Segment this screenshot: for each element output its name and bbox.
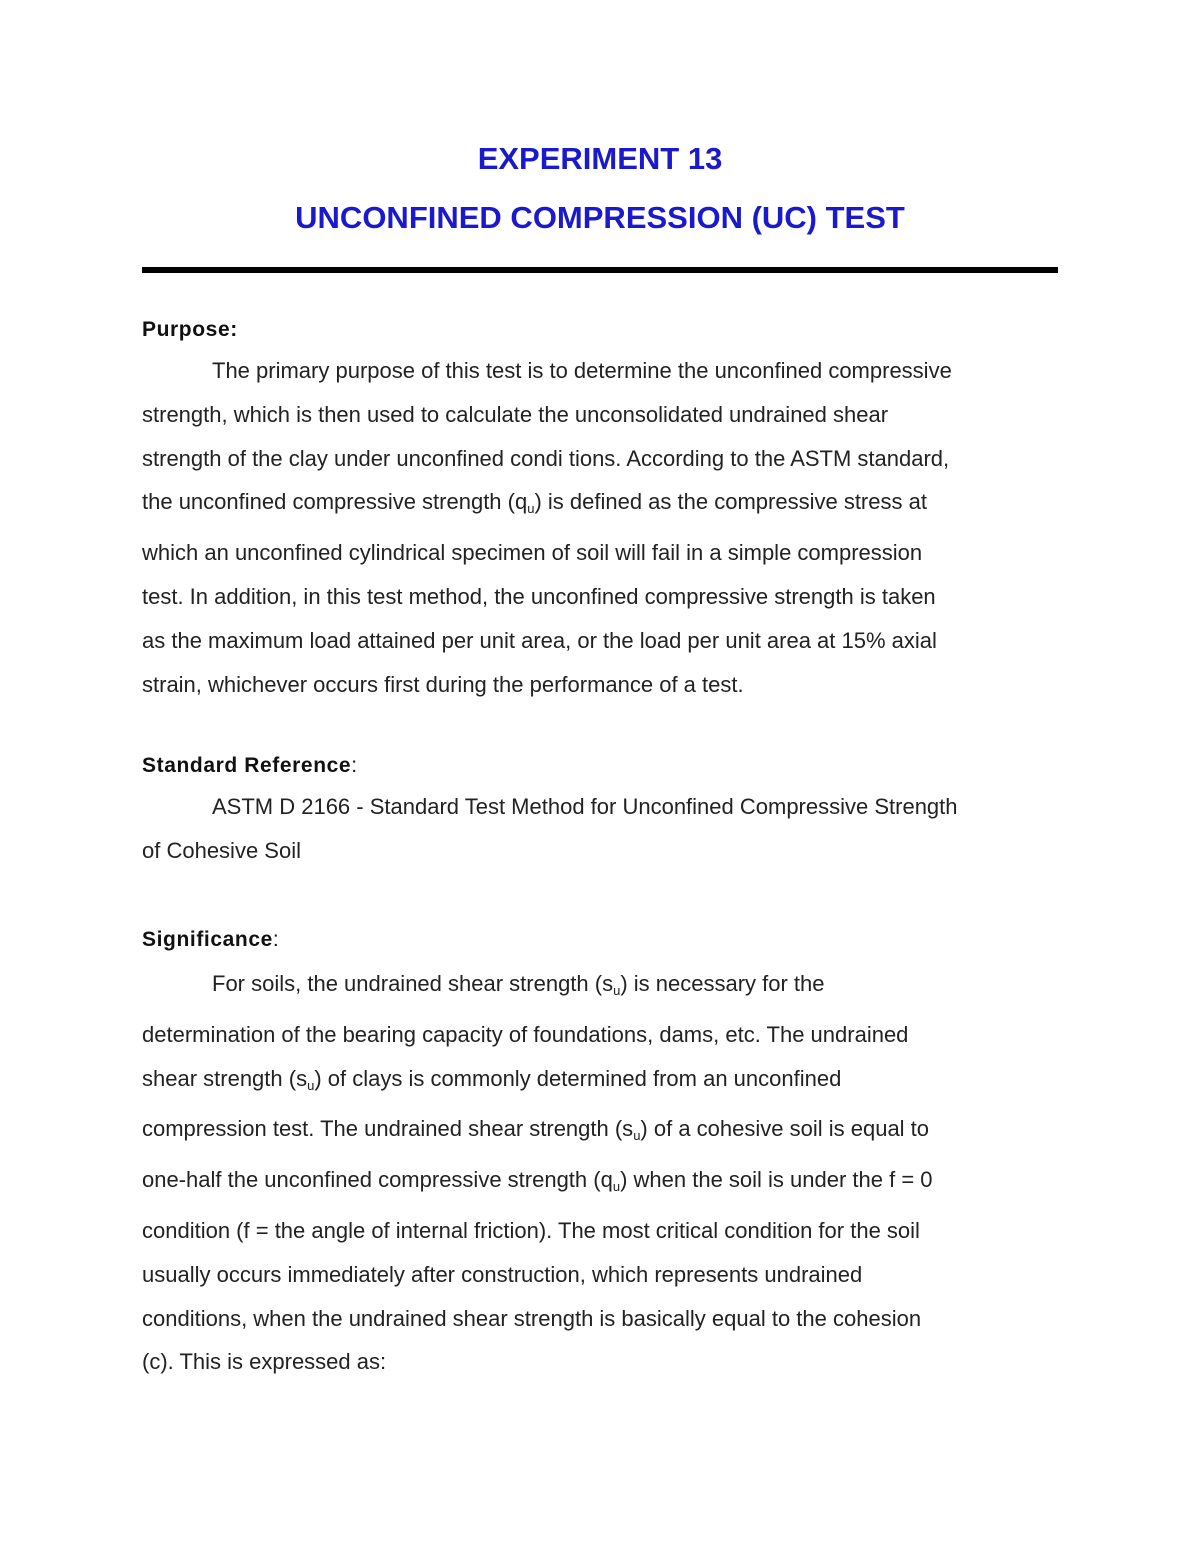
paragraph-line: [142, 1107, 1062, 1158]
line-text: ) is necessary for the: [620, 971, 825, 996]
subscript: u: [612, 1179, 621, 1195]
paragraph-line: ASTM D 2166 - Standard Test Method for Unconfined Compressive Strength: [212, 794, 958, 819]
purpose-paragraph: [142, 349, 1062, 706]
line-text: ) when the soil is under the f = 0: [620, 1167, 933, 1193]
paragraph-line: [142, 1057, 1062, 1108]
subscript: u: [527, 501, 535, 517]
paragraph-line: of Cohesive Soil: [142, 837, 301, 863]
line-text: the unconfined compressive strength (q: [142, 489, 528, 515]
experiment-number-title: EXPERIMENT 13: [477, 141, 723, 176]
significance-heading-label: Significance: [142, 928, 273, 951]
subscript: u: [633, 1128, 641, 1144]
subscript: u: [307, 1077, 315, 1093]
paragraph-line: determination of the bearing capacity of foundations, dams, etc. The undrained: [142, 1021, 909, 1047]
paragraph-line: [142, 962, 1062, 1013]
line-text: shear strength (s: [142, 1065, 308, 1091]
paragraph-line: conditions, when the undrained shear strength is basically equal to the cohesion: [142, 1305, 922, 1331]
standard-reference-heading-colon: :: [351, 754, 358, 777]
significance-heading: [142, 929, 279, 950]
paragraph-line: The primary purpose of this test is to determine the unconfined compressive: [212, 358, 952, 383]
title-divider: [142, 267, 1058, 273]
paragraph-line: condition (f = the angle of internal friction). The most critical condition for the soil: [142, 1217, 920, 1243]
line-text: one-half the unconfined compressive strength (q: [142, 1167, 613, 1193]
purpose-heading: [142, 319, 238, 340]
paragraph-line: strength, which is then used to calculate the unconsolidated undrained shear: [142, 401, 889, 427]
paragraph-line: strength of the clay under unconfined condi tions. According to the ASTM standard,: [142, 445, 950, 471]
standard-reference-heading-label: Standard Reference: [142, 754, 352, 777]
purpose-heading-label: Purpose: [142, 318, 231, 341]
standard-reference-heading: [142, 755, 357, 776]
standard-reference-paragraph: [142, 785, 1062, 873]
line-text: compression test. The undrained shear strength (s: [142, 1116, 634, 1142]
paragraph-line: as the maximum load attained per unit area, or the load per unit area at 15% axial: [142, 627, 937, 653]
line-text: ) is defined as the compressive stress at: [534, 489, 927, 515]
subscript: u: [613, 983, 621, 998]
line-text: For soils, the undrained shear strength (s: [212, 971, 614, 996]
paragraph-line: strain, whichever occurs first during the performance of a test.: [142, 671, 744, 697]
paragraph-line: (c). This is expressed as:: [142, 1349, 387, 1375]
significance-heading-colon: :: [272, 928, 279, 951]
significance-paragraph: [142, 962, 1062, 1384]
experiment-name-title: UNCONFINED COMPRESSION (UC) TEST: [295, 200, 905, 235]
paragraph-line: which an unconfined cylindrical specimen of soil will fail in a simple compression: [142, 540, 923, 566]
paragraph-line: [142, 480, 1062, 531]
paragraph-line: test. In addition, in this test method, the unconfined compressive strength is taken: [142, 583, 936, 609]
paragraph-line: [142, 1158, 1062, 1209]
line-text: ) of a cohesive soil is equal to: [640, 1116, 930, 1142]
paragraph-line: usually occurs immediately after construction, which represents undrained: [142, 1261, 863, 1287]
line-text: ) of clays is commonly determined from an unconfined: [314, 1065, 842, 1091]
purpose-heading-colon: :: [230, 318, 238, 341]
